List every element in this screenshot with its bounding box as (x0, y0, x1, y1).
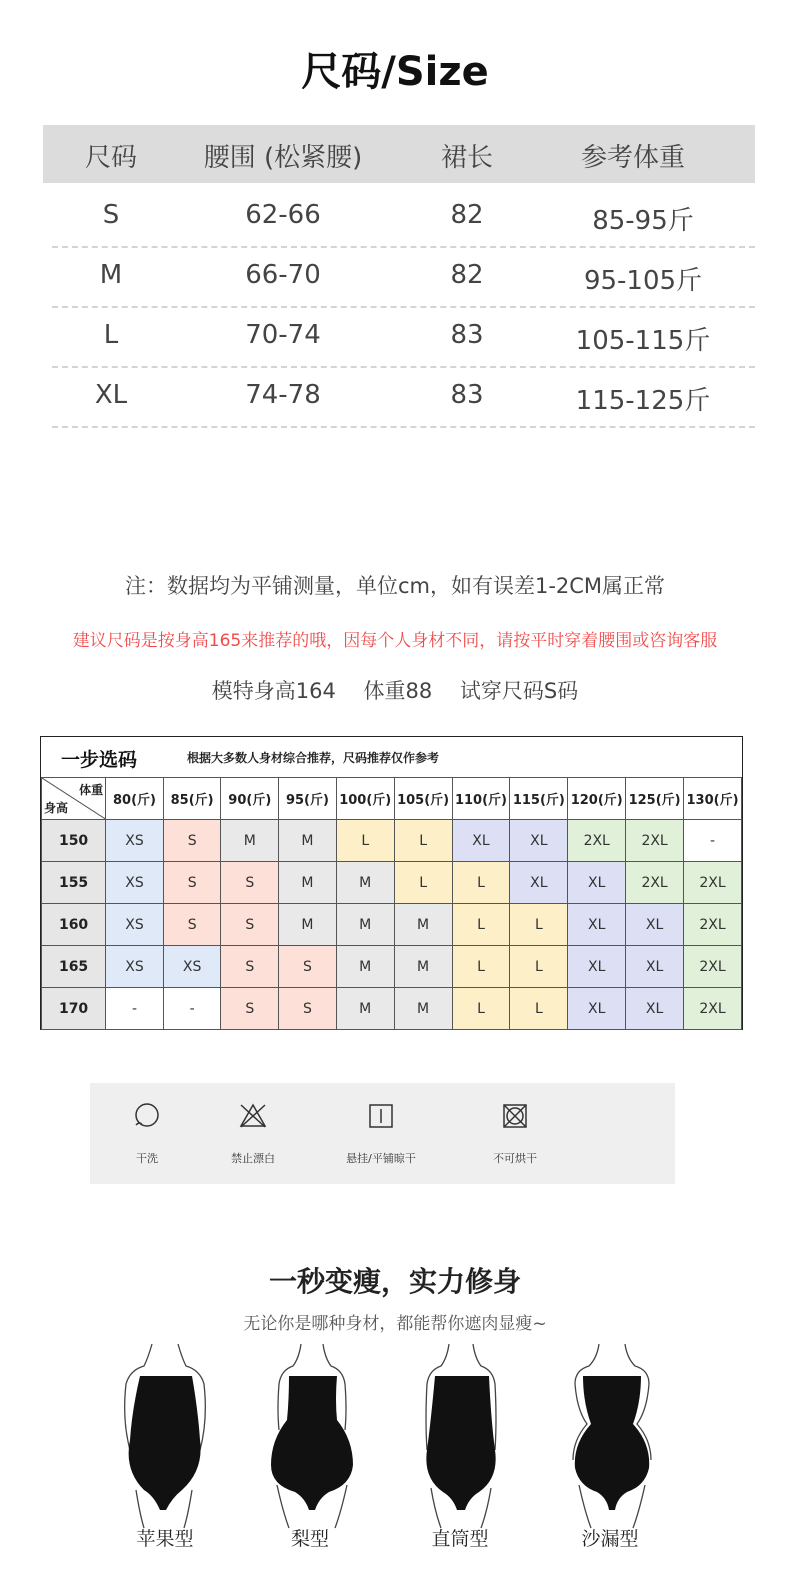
waist-cell: 74-78 (245, 380, 321, 410)
weight-header: 110(斤) (452, 778, 510, 820)
waist-cell: 70-74 (245, 320, 321, 350)
size-recommend-cell: S (221, 862, 279, 904)
size-recommend-cell: XL (626, 988, 684, 1030)
size-recommend-cell: 2XL (626, 820, 684, 862)
size-recommend-cell: S (163, 820, 221, 862)
height-header: 160 (42, 904, 106, 946)
size-recommend-cell: XL (452, 820, 510, 862)
figure-label-pear: 梨型 (290, 1528, 329, 1550)
height-header: 150 (42, 820, 106, 862)
weight-header: 95(斤) (279, 778, 337, 820)
no-tumble-dry-icon (500, 1101, 530, 1131)
weight-cell: 95-105斤 (583, 266, 703, 296)
weight-header: 115(斤) (510, 778, 568, 820)
chart-title: 一步选码 (61, 749, 138, 771)
height-header: 170 (42, 988, 106, 1030)
size-table-header (43, 125, 755, 183)
size-recommend-cell: - (106, 988, 164, 1030)
size-recommend-cell: M (336, 946, 394, 988)
size-recommend-cell: S (221, 904, 279, 946)
care-label: 禁止漂白 (231, 1152, 275, 1165)
shape-subtitle: 无论你是哪种身材，都能帮你遮肉显瘦~ (243, 1314, 547, 1334)
size-recommend-cell: 2XL (684, 862, 742, 904)
length-cell: 83 (450, 380, 484, 410)
size-recommend-cell: S (279, 988, 337, 1030)
size-recommend-cell: XS (163, 946, 221, 988)
size-recommend-cell: M (394, 946, 452, 988)
header-length: 裙长 (440, 143, 493, 173)
size-cell: M (99, 260, 123, 290)
size-recommend-cell: M (394, 904, 452, 946)
height-header: 155 (42, 862, 106, 904)
corner-weight-label: 体重 (79, 783, 104, 797)
weight-header: 125(斤) (626, 778, 684, 820)
hang-dry-icon (366, 1101, 396, 1131)
grid-row (42, 946, 742, 988)
size-recommend-cell: M (279, 904, 337, 946)
size-recommend-cell: S (279, 946, 337, 988)
waist-cell: 66-70 (245, 260, 321, 290)
care-label: 干洗 (136, 1152, 158, 1165)
size-recommend-cell: L (510, 988, 568, 1030)
size-recommend-cell: M (221, 820, 279, 862)
weight-header: 80(斤) (106, 778, 164, 820)
size-recommend-cell: L (394, 820, 452, 862)
corner-height-label: 身高 (44, 801, 69, 815)
weight-cell: 105-115斤 (575, 326, 711, 356)
grid-row (42, 904, 742, 946)
size-recommend-cell: 2XL (626, 862, 684, 904)
size-recommend-cell: L (452, 946, 510, 988)
care-label: 悬挂/平铺晾干 (346, 1152, 416, 1165)
no-bleach-icon (238, 1101, 268, 1131)
straight-shape-figure (395, 1340, 525, 1530)
size-recommend-cell: XS (106, 946, 164, 988)
waist-cell: 62-66 (245, 200, 321, 230)
size-recommend-chart (40, 736, 743, 1030)
size-recommend-cell: XL (510, 862, 568, 904)
weight-header: 105(斤) (394, 778, 452, 820)
shape-title: 一秒变瘦，实力修身 (268, 1265, 521, 1298)
weight-header: 100(斤) (336, 778, 394, 820)
size-row (52, 366, 755, 428)
size-recommend-cell: M (279, 820, 337, 862)
size-recommend-cell: L (452, 988, 510, 1030)
size-recommend-cell: XS (106, 862, 164, 904)
size-recommend-cell: XS (106, 820, 164, 862)
size-cell: S (102, 200, 120, 230)
header-waist: 腰围 (松紧腰) (203, 143, 363, 173)
weight-cell: 115-125斤 (575, 386, 711, 416)
size-recommend-cell: 2XL (568, 820, 626, 862)
size-recommend-cell: XL (568, 988, 626, 1030)
size-row (52, 246, 755, 308)
size-recommend-cell: XS (106, 904, 164, 946)
size-recommend-cell: 2XL (684, 904, 742, 946)
size-recommend-cell: XL (626, 946, 684, 988)
weight-header: 85(斤) (163, 778, 221, 820)
size-cell: XL (94, 380, 128, 410)
size-recommend-cell: L (394, 862, 452, 904)
size-cell: L (103, 320, 119, 350)
header-size: 尺码 (84, 143, 137, 173)
size-recommend-cell: XL (510, 820, 568, 862)
weight-header: 90(斤) (221, 778, 279, 820)
model-note: 模特身高164 体重88 试穿尺码S码 (211, 679, 579, 703)
size-recommend-cell: - (684, 820, 742, 862)
figure-label-hourglass: 沙漏型 (581, 1528, 639, 1550)
dry-clean-icon (132, 1101, 162, 1131)
care-instructions (90, 1083, 675, 1184)
size-row (52, 306, 755, 368)
suggest-note: 建议尺码是按身高165来推荐的哦，因每个人身材不同，请按平时穿着腰围或咨询客服 (72, 631, 718, 651)
size-recommend-cell: L (452, 862, 510, 904)
size-recommend-cell: M (336, 904, 394, 946)
page-title: 尺码/Size (301, 49, 489, 95)
size-recommend-cell: L (510, 946, 568, 988)
size-recommend-cell: S (221, 946, 279, 988)
size-recommend-cell: L (336, 820, 394, 862)
size-recommend-cell: - (163, 988, 221, 1030)
size-recommend-cell: XL (568, 946, 626, 988)
size-recommend-cell: S (221, 988, 279, 1030)
grid-row (42, 820, 742, 862)
weight-header: 130(斤) (684, 778, 742, 820)
size-recommend-cell: M (336, 862, 394, 904)
figure-label-straight: 直筒型 (431, 1528, 489, 1550)
weight-header: 120(斤) (568, 778, 626, 820)
size-grid-table (41, 777, 742, 1030)
grid-row (42, 862, 742, 904)
size-recommend-cell: M (279, 862, 337, 904)
header-weight: 参考体重 (580, 143, 685, 173)
chart-subtitle: 根据大多数人身材综合推荐，尺码推荐仅作参考 (187, 751, 440, 765)
height-header: 165 (42, 946, 106, 988)
grid-row (42, 988, 742, 1030)
size-recommend-cell: S (163, 862, 221, 904)
chart-title-bar (41, 737, 742, 778)
size-recommend-cell: S (163, 904, 221, 946)
weight-cell: 85-95斤 (592, 206, 694, 236)
size-recommend-cell: 2XL (684, 946, 742, 988)
grid-corner (42, 778, 106, 820)
size-recommend-cell: XL (626, 904, 684, 946)
length-cell: 82 (450, 200, 484, 230)
size-recommend-cell: 2XL (684, 988, 742, 1030)
size-recommend-cell: XL (568, 862, 626, 904)
length-cell: 83 (450, 320, 484, 350)
size-recommend-cell: XL (568, 904, 626, 946)
length-cell: 82 (450, 260, 484, 290)
size-recommend-cell: M (336, 988, 394, 1030)
figure-label-apple: 苹果型 (136, 1528, 194, 1550)
pear-shape-figure (245, 1340, 375, 1530)
apple-shape-figure (100, 1340, 230, 1530)
measure-note: 注：数据均为平铺测量，单位cm，如有误差1-2CM属正常 (124, 574, 666, 598)
hourglass-shape-figure (545, 1340, 675, 1530)
size-row (52, 186, 755, 248)
size-recommend-cell: L (510, 904, 568, 946)
care-label: 不可烘干 (493, 1152, 537, 1165)
size-recommend-cell: L (452, 904, 510, 946)
size-recommend-cell: M (394, 988, 452, 1030)
